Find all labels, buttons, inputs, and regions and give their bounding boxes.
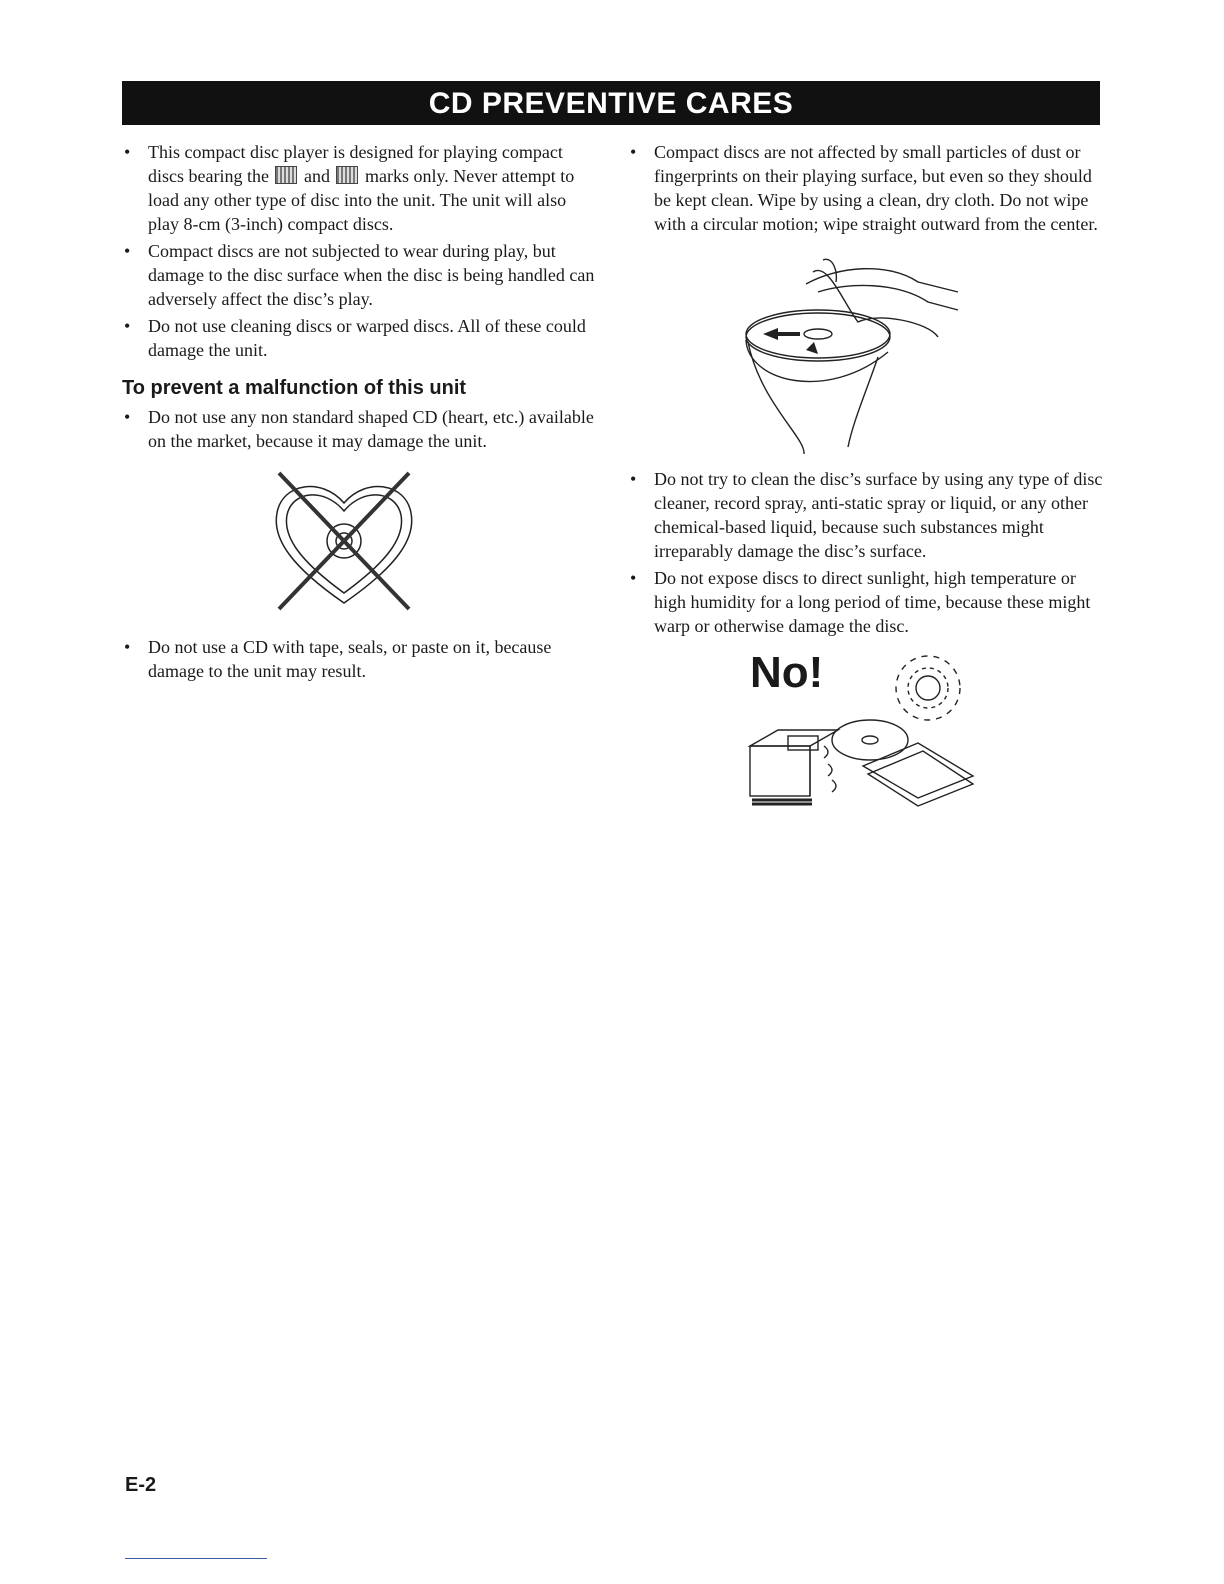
page-number: E-2	[125, 1474, 157, 1496]
heat-warning-illustration	[628, 648, 1103, 823]
list-item: • Do not use any non standard shaped CD (heart, etc.) available on the market, because it may damage the unit.	[122, 405, 597, 453]
bullet-list	[628, 467, 1103, 638]
wiping-cd-icon	[628, 242, 1103, 457]
list-item: • Do not use a CD with tape, seals, or paste on it, because damage to the unit may result.	[122, 635, 597, 683]
section-heading: To prevent a malfunction of this unit	[122, 377, 467, 399]
compact-disc-digital-audio-icon	[275, 166, 297, 184]
footer-rule	[125, 1558, 267, 1559]
no-label: No!	[750, 648, 824, 697]
bullet-list	[122, 635, 597, 683]
heat-sun-disc-icon	[628, 648, 1103, 823]
list-item: • Compact discs are not subjected to wear during play, but damage to the disc surface when the disc is being handled can adversely affect the disc’s play.	[122, 239, 597, 311]
bullet-list	[122, 405, 597, 453]
list-item: • Do not expose discs to direct sunlight, high temperature or high humidity for a long period of time, because these might warp or otherwise damage the disc.	[628, 566, 1103, 638]
heart-cd-illustration	[122, 469, 597, 619]
right-column	[628, 140, 1103, 823]
left-column	[122, 140, 597, 686]
list-item: • Do not try to clean the disc’s surface by using any type of disc cleaner, record spray, anti-static spray or liquid, or any other chemical-based liquid, because such substances might irreparably damage the disc’s surface.	[628, 467, 1103, 563]
list-item: • Compact discs are not affected by small particles of dust or fingerprints on their playing surface, but even so they should be kept clean. Wipe by using a clean, dry cloth. Do not wipe with a circular motion; wipe straight outward from the center.	[628, 140, 1103, 236]
bullet-list	[122, 140, 597, 362]
compact-disc-digital-audio-text-icon	[336, 166, 358, 184]
bullet-list	[628, 140, 1103, 236]
heart-disc-crossed-icon	[122, 469, 597, 619]
list-item: • This compact disc player is designed for playing compact discs bearing the and marks only. Never attempt to load any other type of disc into the unit. The unit will also play 8-cm (3-inch) compact discs.	[122, 140, 597, 236]
page-title: CD PREVENTIVE CARES	[122, 81, 1100, 125]
wipe-disc-illustration	[628, 242, 1103, 457]
list-item: • Do not use cleaning discs or warped discs. All of these could damage the unit.	[122, 314, 597, 362]
